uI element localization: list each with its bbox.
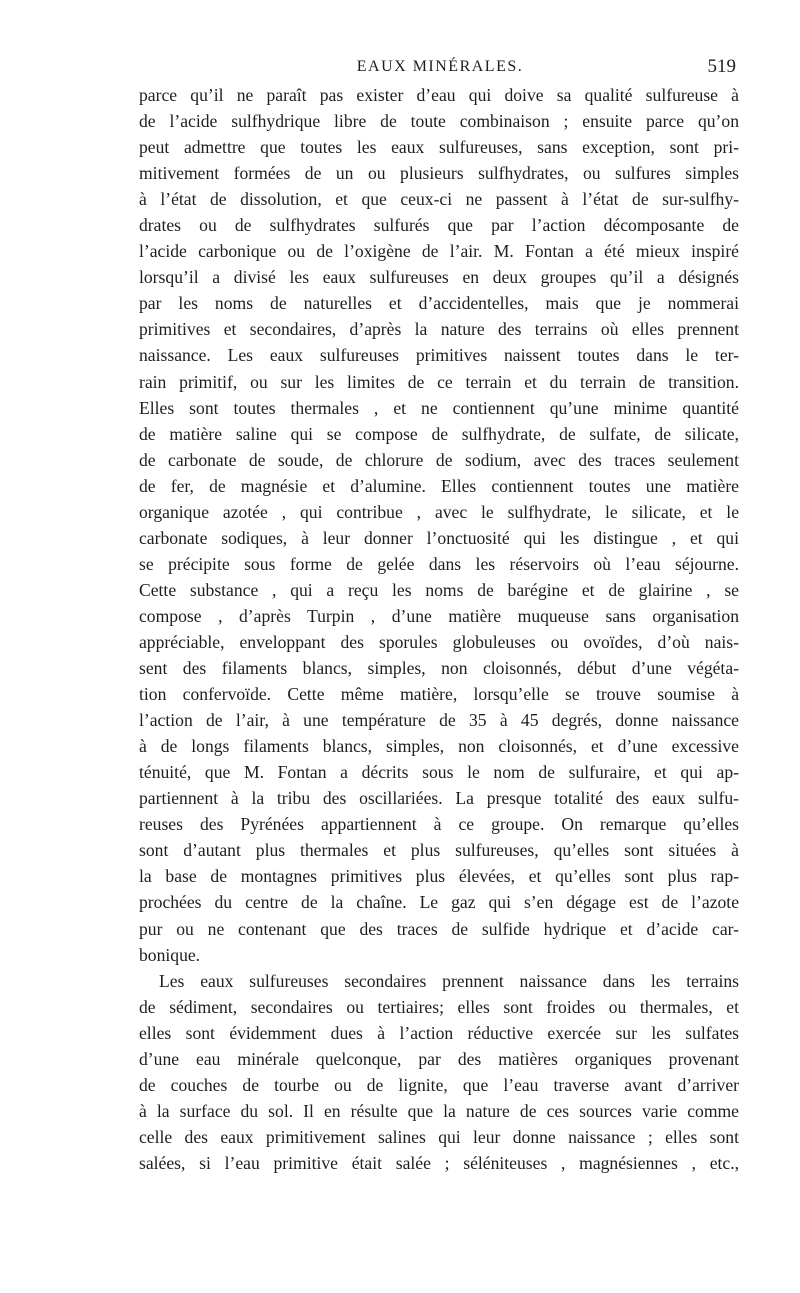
text-line: tion confervoïde. Cette même matière, lorsqu’elle se trouve soumise à <box>139 684 739 705</box>
text-line: peut admettre que toutes les eaux sulfureuses, sans exception, sont pri- <box>139 137 739 158</box>
text-line: celle des eaux primitivement salines qui leur donne naissance ; elles sont <box>139 1126 739 1147</box>
paragraph <box>139 82 739 968</box>
text-line: organique azotée , qui contribue , avec le sulfhydrate, le silicate, et le <box>139 501 739 522</box>
text-line: d’une eau minérale quelconque, par des matières organiques provenant <box>139 1048 739 1069</box>
text-line: naissance. Les eaux sulfureuses primitives naissent toutes dans le ter- <box>139 345 739 366</box>
text-line: carbonate sodiques, à leur donner l’onctuosité qui les distingue , et qui <box>139 527 739 548</box>
paragraph <box>139 968 739 1176</box>
text-line: à l’état de dissolution, et que ceux-ci ne passent à l’état de sur-sulfhy- <box>139 189 739 210</box>
text-line: de matière saline qui se compose de sulfhydrate, de sulfate, de silicate, <box>139 423 739 444</box>
text-line: compose , d’après Turpin , d’une matière muqueuse sans organisation <box>139 605 739 626</box>
text-line: se précipite sous forme de gelée dans les réservoirs où l’eau séjourne. <box>139 553 739 574</box>
text-line: de carbonate de soude, de chlorure de sodium, avec des traces seulement <box>139 449 739 470</box>
text-line: parce qu’il ne paraît pas exister d’eau qui doive sa qualité sulfureuse à <box>139 85 739 105</box>
text-line: ténuité, que M. Fontan a décrits sous le nom de sulfuraire, et qui ap- <box>139 762 739 783</box>
text-line: Les eaux sulfureuses secondaires prennent naissance dans les terrains <box>159 970 739 991</box>
text-line: elles sont évidemment dues à l’action réductive exercée sur les sulfates <box>139 1022 739 1043</box>
text-line: prochées du centre de la chaîne. Le gaz qui s’en dégage est de l’azote <box>139 892 739 913</box>
text-line: bonique. <box>139 944 201 965</box>
page-header <box>140 56 740 84</box>
text-line: de fer, de magnésie et d’alumine. Elles contiennent toutes une matière <box>139 475 739 496</box>
text-line: de couches de tourbe ou de lignite, que l’eau traverse avant d’arriver <box>139 1074 739 1095</box>
text-line: sont d’autant plus thermales et plus sulfureuses, qu’elles sont situées à <box>139 840 739 861</box>
text-line: drates ou de sulfhydrates sulfurés que par l’action décomposante de <box>139 215 739 236</box>
text-line: de sédiment, secondaires ou tertiaires; elles sont froides ou thermales, et <box>139 996 739 1017</box>
text-line: Elles sont toutes thermales , et ne contiennent qu’une minime quantité <box>139 397 739 418</box>
text-line: lorsqu’il a divisé les eaux sulfureuses en deux groupes qu’il a désignés <box>139 267 739 288</box>
text-line: primitives et secondaires, d’après la nature des terrains où elles prennent <box>139 319 739 340</box>
text-line: de l’acide sulfhydrique libre de toute combinaison ; ensuite parce qu’on <box>139 111 739 132</box>
text-line: Cette substance , qui a reçu les noms de barégine et de glairine , se <box>139 579 739 600</box>
text-line: la base de montagnes primitives plus élevées, et qu’elles sont plus rap- <box>139 866 739 887</box>
text-line: reuses des Pyrénées appartiennent à ce groupe. On remarque qu’elles <box>139 814 739 835</box>
text-line: appréciable, enveloppant des sporules globuleuses ou ovoïdes, d’où nais- <box>139 631 739 652</box>
body-text <box>139 82 739 1176</box>
text-line: à de longs filaments blancs, simples, non cloisonnés, et d’une excessive <box>139 736 739 757</box>
text-line: l’action de l’air, à une température de 35 à 45 degrés, donne naissance <box>139 710 739 731</box>
text-line: partiennent à la tribu des oscillariées. La presque totalité des eaux sulfu- <box>139 788 739 809</box>
text-line: l’acide carbonique ou de l’oxigène de l’air. M. Fontan a été mieux inspiré <box>139 241 739 262</box>
page-number: 519 <box>707 56 736 77</box>
text-line: rain primitif, ou sur les limites de ce terrain et du terrain de transition. <box>139 371 739 392</box>
text-line: sent des filaments blancs, simples, non cloisonnés, début d’une végéta- <box>139 658 739 679</box>
text-line: par les noms de naturelles et d’accidentelles, mais que je nommerai <box>139 293 739 314</box>
text-line: mitivement formées de un ou plusieurs sulfhydrates, ou sulfures simples <box>139 163 739 184</box>
text-line: pur ou ne contenant que des traces de sulfide hydrique et d’acide car- <box>139 918 739 939</box>
running-title: EAUX MINÉRALES. <box>356 58 524 75</box>
text-line: à la surface du sol. Il en résulte que la nature de ces sources varie comme <box>139 1100 739 1121</box>
text-line: salées, si l’eau primitive était salée ; séléniteuses , magnésiennes , etc., <box>139 1152 739 1173</box>
